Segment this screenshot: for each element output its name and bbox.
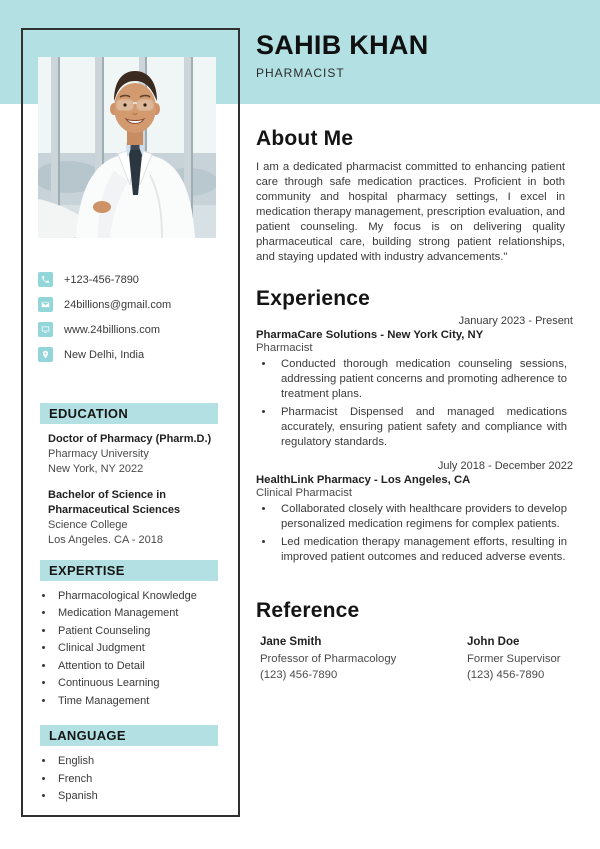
expertise-item: • Clinical Judgment — [55, 640, 237, 657]
phone-icon — [38, 272, 53, 287]
education-degree: Doctor of Pharmacy (Pharm.D.) — [48, 433, 212, 445]
reference-phone: (123) 456-7890 — [260, 669, 338, 682]
reference-name: Jane Smith — [260, 636, 322, 649]
job-dates: January 2023 - Present — [458, 315, 573, 328]
expertise-list — [24, 588, 237, 710]
contact-location-row — [24, 347, 237, 362]
expertise-heading: EXPERTISE — [40, 560, 218, 581]
education-entry — [48, 488, 216, 548]
reference-person — [467, 634, 561, 683]
about-me-heading: About Me — [256, 127, 354, 151]
contact-email-text: 24billions@gmail.com — [64, 298, 172, 311]
contact-phone-text: +123-456-7890 — [64, 273, 139, 286]
experience-entry — [256, 460, 574, 565]
experience-entry — [256, 315, 574, 450]
contact-location-text: New Delhi, India — [64, 348, 145, 361]
expertise-item: • Attention to Detail — [55, 658, 237, 675]
job-role: Clinical Pharmacist — [256, 487, 353, 500]
expertise-item: • Medication Management — [55, 605, 237, 622]
language-heading: LANGUAGE — [40, 725, 218, 746]
reference-heading: Reference — [256, 599, 360, 623]
expertise-item: • Continuous Learning — [55, 675, 237, 692]
profile-photo — [38, 57, 216, 238]
education-entry — [48, 432, 216, 477]
expertise-item: • Time Management — [55, 693, 237, 710]
contact-email-row — [24, 297, 237, 312]
contact-phone-row — [24, 272, 237, 287]
reference-row — [256, 634, 574, 683]
job-bullet: • Led medication therapy management efforts, resulting in improved patient outcomes and reduced adverse events. — [275, 535, 567, 565]
reference-title: Professor of Pharmacology — [260, 652, 397, 665]
education-location: New York, NY 2022 — [48, 462, 144, 475]
education-degree: Bachelor of Science in Pharmaceutical Sciences — [48, 488, 181, 516]
website-icon — [38, 322, 53, 337]
expertise-item: • Patient Counseling — [55, 623, 237, 640]
language-item: • Spanish — [55, 788, 237, 805]
job-dates: July 2018 - December 2022 — [437, 460, 573, 473]
language-item: • French — [55, 771, 237, 788]
job-role: Pharmacist — [256, 342, 313, 355]
job-company: PharmaCare Solutions - New York City, NY — [256, 329, 484, 342]
pharmacist-portrait-illustration — [38, 57, 216, 238]
language-item: • English — [55, 753, 237, 770]
person-name: SAHIB KHAN — [256, 30, 429, 60]
education-heading: EDUCATION — [40, 403, 218, 424]
education-school: Pharmacy University — [48, 447, 149, 460]
job-bullet: • Pharmacist Dispensed and managed medications accurately, ensuring patient safety and compliance with regulatory standards. — [275, 405, 567, 450]
experience-heading: Experience — [256, 287, 371, 311]
sidebar — [24, 272, 237, 806]
location-icon — [38, 347, 53, 362]
about-me-text: I am a dedicated pharmacist committed to enhancing patient care through safe medication practices. Proficient in both community and hospital pharmacy settings, I excel in medication therapy management, prescription evaluation, and patient counseling. My focus is on delivering quality pharmaceutical care, building strong patient relationships, and staying updated with industry advancements." — [256, 161, 565, 264]
job-company: HealthLink Pharmacy - Los Angeles, CA — [256, 474, 471, 487]
main-column — [256, 30, 574, 684]
reference-name: John Doe — [467, 636, 520, 649]
job-bullet: • Collaborated closely with healthcare providers to develop personalized medication regimens for complex patients. — [275, 502, 567, 532]
contact-website-row — [24, 322, 237, 337]
job-bullet-list — [256, 357, 574, 450]
person-job-title: PHARMACIST — [256, 66, 345, 81]
contact-website-text: www.24billions.com — [64, 323, 160, 336]
education-list — [48, 432, 237, 548]
reference-phone: (123) 456-7890 — [467, 669, 545, 682]
education-location: Los Angeles. CA - 2018 — [48, 533, 163, 546]
reference-person — [260, 634, 467, 683]
email-icon — [38, 297, 53, 312]
job-bullet: • Conducted thorough medication counseling sessions, addressing patient concerns and promoting adherence to treatment plans. — [275, 357, 567, 402]
education-school: Science College — [48, 518, 128, 531]
job-bullet-list — [256, 502, 574, 565]
expertise-item: • Pharmacological Knowledge — [55, 588, 237, 605]
language-list — [24, 753, 237, 805]
reference-title: Former Supervisor — [467, 652, 561, 665]
